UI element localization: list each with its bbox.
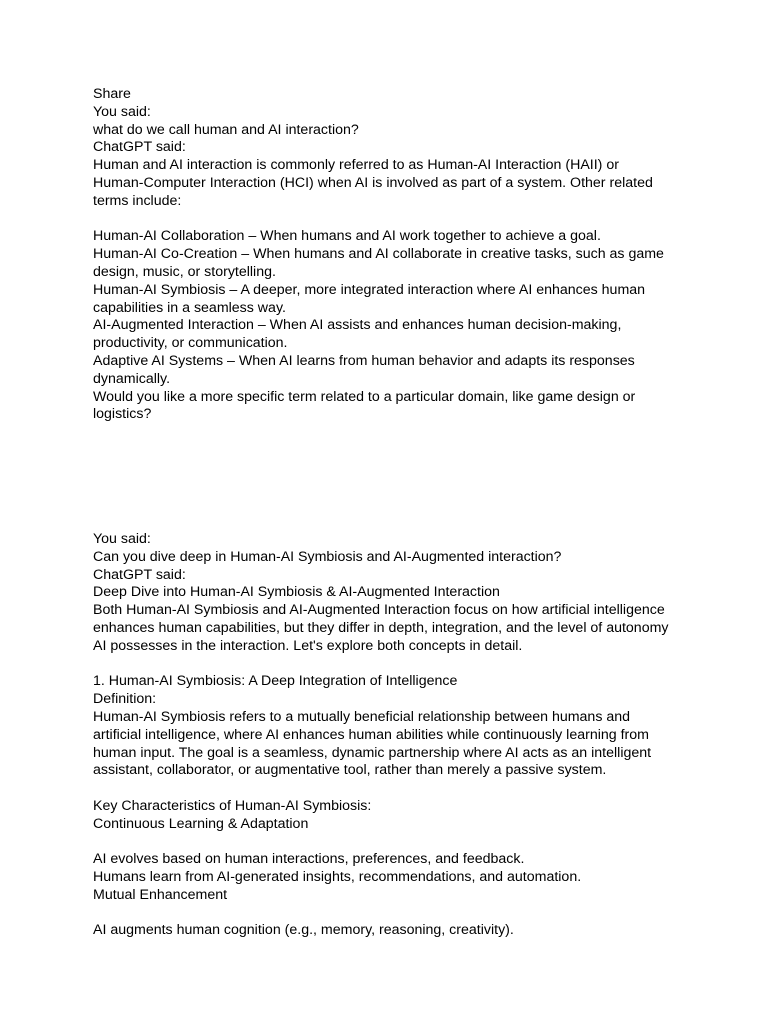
- term-line: Human-AI Co-Creation – When humans and AI collaborate in creative tasks, such as game: [93, 246, 664, 263]
- key-characteristics-label: Key Characteristics of Human-AI Symbiosis:: [93, 797, 372, 814]
- paragraph-gap: [93, 780, 683, 798]
- definition-line: Human-AI Symbiosis refers to a mutually beneficial relationship between humans and: [93, 708, 631, 725]
- characteristic-line: Humans learn from AI-generated insights, recommendations, and automation.: [93, 869, 582, 886]
- definition-label: Definition:: [93, 691, 157, 708]
- you-said-label: You said:: [93, 530, 151, 547]
- paragraph-gap: [93, 905, 683, 923]
- term-line: AI-Augmented Interaction – When AI assists and enhances human decision-making,: [93, 317, 622, 334]
- term-line: dynamically.: [93, 370, 171, 387]
- paragraph-gap: [93, 833, 683, 851]
- subheading: 1. Human-AI Symbiosis: A Deep Integration of Intelligence: [93, 673, 458, 690]
- share-text: Share: [93, 86, 131, 102]
- intro-line: terms include:: [93, 192, 182, 209]
- intro-line: Human-Computer Interaction (HCI) when AI is involved as part of a system. Other related: [93, 174, 653, 191]
- user-question: Can you dive deep in Human-AI Symbiosis and AI-Augmented interaction?: [93, 548, 562, 565]
- characteristic-title: Mutual Enhancement: [93, 886, 228, 903]
- characteristic-line: AI augments human cognition (e.g., memory, reasoning, creativity).: [93, 922, 514, 939]
- term-line: logistics?: [93, 406, 152, 423]
- intro-line: Human and AI interaction is commonly referred to as Human-AI Interaction (HAII) or: [93, 157, 619, 174]
- response-heading: Deep Dive into Human-AI Symbiosis & AI-Augmented Interaction: [93, 584, 500, 601]
- overview-line: Both Human-AI Symbiosis and AI-Augmented Interaction focus on how artificial intelligence: [93, 602, 665, 619]
- paragraph-gap: [93, 656, 683, 674]
- definition-line: assistant, collaborator, or augmentative tool, rather than merely a passive system.: [93, 762, 607, 779]
- chatgpt-said-label: ChatGPT said:: [93, 139, 186, 156]
- term-line: capabilities in a seamless way.: [93, 299, 286, 316]
- definition-line: artificial intelligence, where AI enhances human abilities while continuously learning from: [93, 726, 649, 743]
- section-gap: [93, 424, 683, 513]
- user-question: what do we call human and AI interaction?: [93, 121, 359, 138]
- chatgpt-said-label: ChatGPT said:: [93, 566, 186, 583]
- overview-line: enhances human capabilities, but they differ in depth, integration, and the level of autonomy: [93, 619, 669, 636]
- characteristic-title: Continuous Learning & Adaptation: [93, 815, 309, 832]
- term-line: Human-AI Collaboration – When humans and AI work together to achieve a goal.: [93, 228, 601, 245]
- term-line: productivity, or communication.: [93, 335, 288, 352]
- term-line: Would you like a more specific term related to a particular domain, like game design or: [93, 388, 636, 405]
- characteristic-line: AI evolves based on human interactions, preferences, and feedback.: [93, 851, 525, 868]
- definition-line: human input. The goal is a seamless, dynamic partnership where AI acts as an intelligent: [93, 744, 652, 761]
- paragraph-gap: [93, 513, 683, 531]
- document-page: [93, 86, 683, 940]
- paragraph-gap: [93, 211, 683, 229]
- overview-line: AI possesses in the interaction. Let's explore both concepts in detail.: [93, 637, 523, 654]
- term-line: Human-AI Symbiosis – A deeper, more integrated interaction where AI enhances human: [93, 281, 646, 298]
- you-said-label: You said:: [93, 103, 151, 120]
- term-line: Adaptive AI Systems – When AI learns from human behavior and adapts its responses: [93, 352, 635, 369]
- term-line: design, music, or storytelling.: [93, 263, 276, 280]
